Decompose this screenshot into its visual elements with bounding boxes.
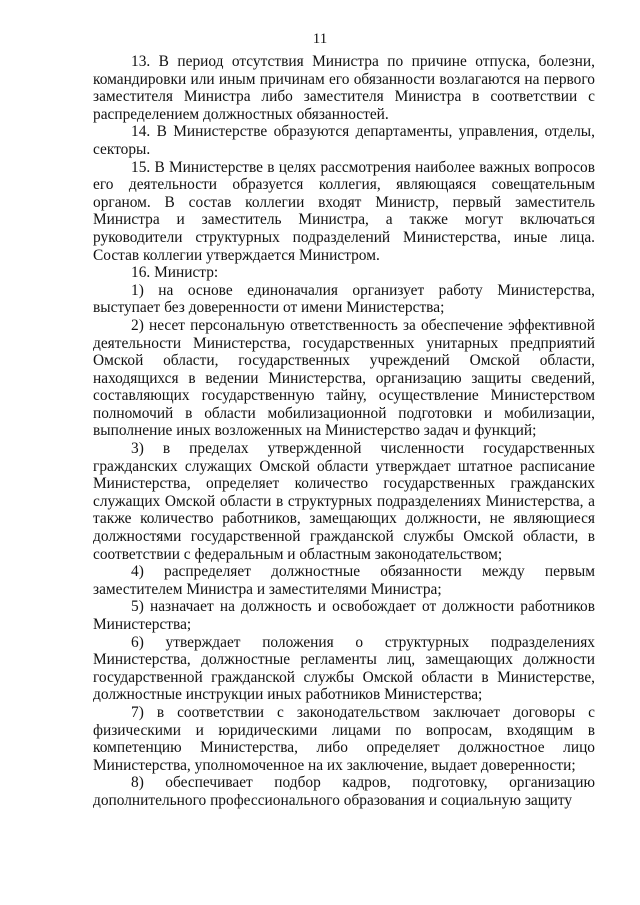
document-body bbox=[93, 53, 595, 810]
paragraph-16-heading: 16. Министр: bbox=[131, 264, 219, 282]
list-item-2: 2) несет персональную ответственность за обеспечение эффективной деятельности Министерства, государственных унитарных предприятий Омской области, государственных учреждений Омской области, находящихся в ведении Министерства, организацию защиты сведений, составляющих государственную тайну, осуществление Министерством полномочий в области мобилизационной подготовки и мобилизации, выполнение иных возложенных на Министерство задач и функций; bbox=[93, 316, 595, 440]
paragraph-15: 15. В Министерстве в целях рассмотрения наиболее важных вопросов его деятельности образуется коллегия, являющаяся совещательным органом. В состав коллегии входят Министр, первый заместитель Министра и заместитель Министра, а также могут включаться руководители структурных подразделений Министерства, иные лица. Состав коллегии утверждается Министром. bbox=[93, 158, 595, 264]
list-item-1: 1) на основе единоначалия организует работу Министерства, выступает без доверенности от имени Министерства; bbox=[93, 281, 595, 317]
list-item-6: 6) утверждает положения о структурных подразделениях Министерства, должностные регламенты лиц, замещающих должности государственной гражданской службы Омской области в Министерстве, должностные инструкции иных работников Министерства; bbox=[93, 633, 595, 704]
page-number: 11 bbox=[312, 31, 328, 47]
list-item-3: 3) в пределах утвержденной численности государственных гражданских служащих Омской области утверждает штатное расписание Министерства, определяет количество государственных гражданских служащих Омской области в структурных подразделениях Министерства, а также количество работников, замещающих должности, не являющиеся должностями государственной гражданской службы Омской области, в соответствии с федеральным и областным законодательством; bbox=[93, 440, 595, 563]
list-item-4: 4) распределяет должностные обязанности между первым заместителем Министра и заместителями Министра; bbox=[93, 563, 595, 598]
paragraph-13: 13. В период отсутствия Министра по причине отпуска, болезни, командировки или иным причинам его обязанности возлагаются на первого заместителя Министра либо заместителя Министра в соответствии с распределением должностных обязанностей. bbox=[93, 53, 595, 123]
list-item-8: 8) обеспечивает подбор кадров, подготовку, организацию дополнительного профессионального образования и социальную защиту bbox=[93, 774, 595, 809]
list-item-5: 5) назначает на должность и освобождает от должности работников Министерства; bbox=[93, 598, 595, 633]
list-item-7: 7) в соответствии с законодательством заключает договоры с физическими и юридическими лицами по вопросам, входящим в компетенцию Министерства, либо определяет должностное лицо Министерства, уполномоченное на их заключение, выдает доверенности; bbox=[93, 703, 595, 774]
paragraph-14: 14. В Министерстве образуются департаменты, управления, отделы, секторы. bbox=[93, 123, 595, 158]
